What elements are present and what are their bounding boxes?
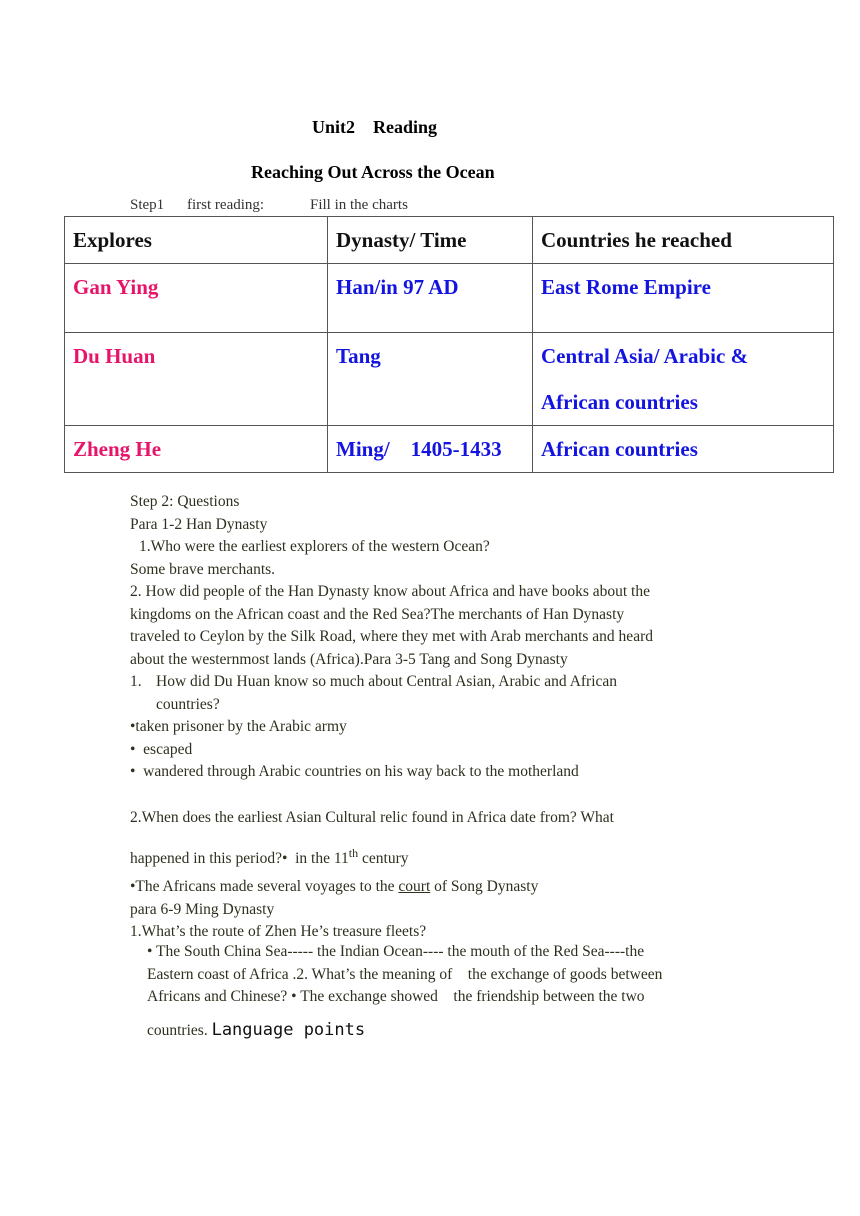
route-line: Africans and Chinese? • The exchange showed the friendship between the two: [147, 988, 645, 1005]
para-heading: Para 1-2 Han Dynasty: [130, 515, 268, 533]
table-row: [65, 264, 834, 333]
countries-reached: [533, 333, 834, 426]
route-line: Eastern coast of Africa .2. What’s the meaning of the exchange of goods between: [147, 965, 663, 983]
question-line: kingdoms on the African coast and the Red Sea?The merchants of Han Dynasty: [130, 605, 625, 623]
question: 1.What’s the route of Zhen He’s treasure fleets?: [130, 923, 427, 941]
document-title: Unit2 Reading: [312, 117, 438, 137]
document-subtitle: Reaching Out Across the Ocean: [251, 162, 495, 182]
route-line: [147, 1019, 732, 1043]
country-line: East Rome Empire: [541, 275, 711, 299]
bullet-item: •taken prisoner by the Arabic army: [130, 718, 347, 735]
step1-label: Step1: [130, 197, 165, 213]
language-points-heading: Language points: [211, 1019, 366, 1040]
question-text: happened in this period?• in the 11: [130, 849, 349, 867]
explorer-name: Zheng He: [65, 426, 328, 473]
dynasty-time: Ming/ 1405-1433: [328, 426, 533, 473]
country-line: African countries: [541, 390, 698, 414]
header-dynasty-time: Dynasty/ Time: [328, 217, 533, 264]
step1-task: first reading:: [187, 197, 265, 213]
question: [130, 671, 732, 694]
step1-instruction-text: Fill in the charts: [310, 197, 408, 213]
questions-section-2: [130, 807, 732, 944]
route-line: • The South China Sea----- the Indian Ocean---- the mouth of the Red Sea----the: [147, 943, 645, 960]
bullet-text: •The Africans made several voyages to the: [130, 878, 399, 896]
bullet-item: • wandered through Arabic countries on his way back to the motherland: [130, 763, 579, 780]
route-section: [147, 941, 732, 1042]
question-line: countries?: [156, 695, 220, 713]
question-text: century: [358, 849, 409, 867]
question-line: [130, 842, 732, 871]
table-row: [65, 426, 834, 473]
bullet-item: • escaped: [130, 740, 193, 758]
explorers-table: [64, 216, 834, 473]
questions-section: [130, 491, 732, 784]
table-header-row: [65, 217, 834, 264]
countries-reached: [533, 264, 834, 333]
question-line: traveled to Ceylon by the Silk Road, where they met with Arab merchants and heard: [130, 628, 653, 645]
bullet-item: [130, 876, 732, 899]
dynasty-time: Han/in 97 AD: [328, 264, 533, 333]
question-line: 2. How did people of the Han Dynasty know about Africa and have books about the: [130, 583, 650, 600]
question-text: How did Du Huan know so much about Central Asian, Arabic and African: [156, 673, 618, 690]
superscript: th: [348, 845, 359, 860]
answer: Some brave merchants.: [130, 560, 276, 578]
explorer-name: Du Huan: [65, 333, 328, 426]
table-row: [65, 333, 834, 426]
question-line: about the westernmost lands (Africa).Para 3-5 Tang and Song Dynasty: [130, 650, 568, 668]
question-number: 1.: [130, 673, 142, 690]
step2-heading: Step 2: Questions: [130, 493, 240, 510]
para-heading: para 6-9 Ming Dynasty: [130, 900, 275, 918]
countries-reached: [533, 426, 834, 473]
header-countries-reached: Countries he reached: [533, 217, 834, 264]
route-text: countries.: [147, 1021, 208, 1039]
header-explores: Explores: [65, 217, 328, 264]
question: 1.Who were the earliest explorers of the western Ocean?: [139, 538, 490, 555]
question-line: 2.When does the earliest Asian Cultural relic found in Africa date from? What: [130, 809, 614, 826]
explorer-name: Gan Ying: [65, 264, 328, 333]
country-line: African countries: [541, 437, 698, 461]
bullet-text: of Song Dynasty: [430, 878, 539, 896]
step1-instruction: [130, 197, 408, 214]
underlined-word: court: [398, 878, 431, 896]
dynasty-time: Tang: [328, 333, 533, 426]
country-line: Central Asia/ Arabic &: [541, 344, 749, 368]
